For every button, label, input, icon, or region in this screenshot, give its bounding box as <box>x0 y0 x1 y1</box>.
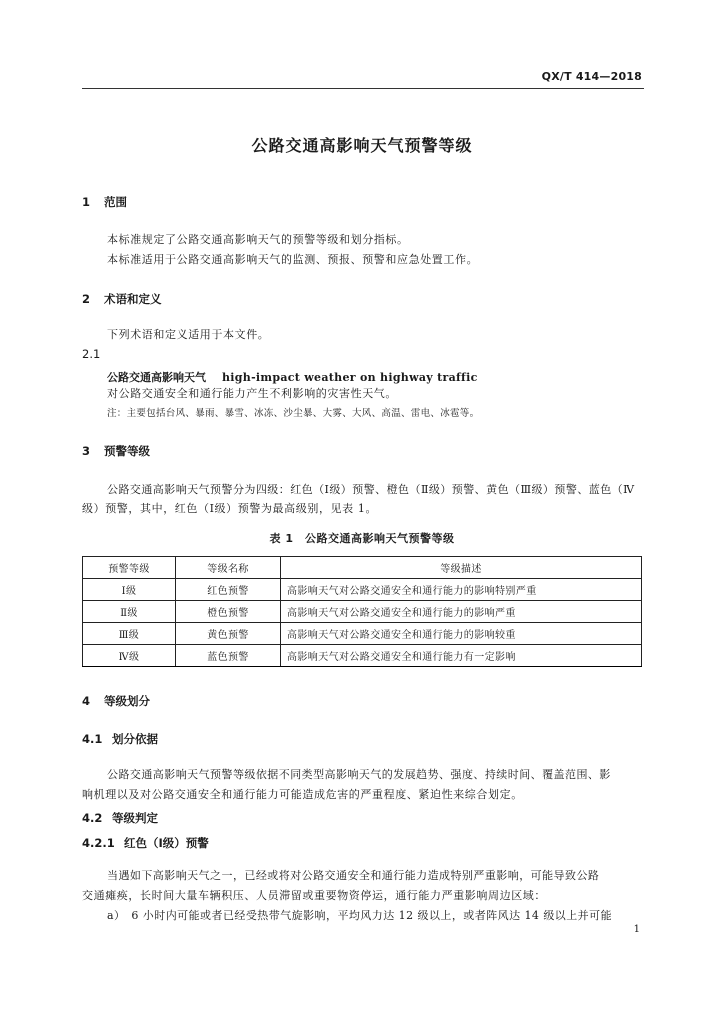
term-definition: 对公路交通安全和通行能力产生不利影响的灾害性天气。 <box>107 387 397 400</box>
section-number: 2 <box>82 292 91 306</box>
subsection-4-2-1-line-2: 交通瘫痪，长时间大量车辆积压、人员滞留或重要物资停运，通行能力严重影响周边区域： <box>82 889 546 902</box>
table-cell: 黄色预警 <box>176 623 281 645</box>
table-cell: 红色预警 <box>176 579 281 601</box>
header-rule <box>82 88 644 89</box>
warning-level-table <box>82 556 642 667</box>
standard-code: QX/T 414—2018 <box>541 70 642 83</box>
table-caption: 表 1 公路交通高影响天气预警等级 <box>269 532 455 545</box>
table-cell: 高影响天气对公路交通安全和通行能力的影响严重 <box>281 601 642 623</box>
table-row <box>83 623 642 645</box>
section-title: 术语和定义 <box>104 292 162 306</box>
term-number: 2.1 <box>82 347 101 361</box>
table-header-row <box>83 557 642 579</box>
column-header: 预警等级 <box>83 557 176 579</box>
section-3-heading <box>82 443 150 459</box>
table-cell: Ⅰ级 <box>83 579 176 601</box>
column-header: 等级描述 <box>281 557 642 579</box>
table-row <box>83 579 642 601</box>
table-cell: 橙色预警 <box>176 601 281 623</box>
section-1-heading <box>82 194 127 210</box>
subsection-4-1-heading <box>82 731 158 747</box>
table-row <box>83 601 642 623</box>
table-cell: 高影响天气对公路交通安全和通行能力的影响特别严重 <box>281 579 642 601</box>
term-entry <box>107 366 478 385</box>
subsection-title: 红色（Ⅰ级）预警 <box>124 836 209 850</box>
page-number: 1 <box>633 924 640 935</box>
subsection-4-2-1-heading <box>82 835 209 851</box>
section-title: 范围 <box>104 195 127 209</box>
subsection-title: 划分依据 <box>112 732 158 746</box>
section-number: 3 <box>82 444 91 458</box>
table-cell: 高影响天气对公路交通安全和通行能力的影响较重 <box>281 623 642 645</box>
section-1-para-1: 本标准规定了公路交通高影响天气的预警等级和划分指标。 <box>107 233 409 246</box>
subsection-number: 4.2 <box>82 811 103 825</box>
subsection-4-1-line-2: 响机理以及对公路交通安全和通行能力可能造成危害的严重程度、紧迫性来综合划定。 <box>82 788 523 801</box>
table-cell: 高影响天气对公路交通安全和通行能力有一定影响 <box>281 645 642 667</box>
subsection-4-2-1-line-1: 当遇如下高影响天气之一，已经或将对公路交通安全和通行能力造成特别严重影响，可能导致公路 <box>107 869 600 882</box>
subsection-title: 等级判定 <box>112 811 158 825</box>
section-2-heading <box>82 291 162 307</box>
table-cell: Ⅳ级 <box>83 645 176 667</box>
section-3-para-line-1: 公路交通高影响天气预警分为四级：红色（Ⅰ级）预警、橙色（Ⅱ级）预警、黄色（Ⅲ级）预警、蓝色（Ⅳ <box>107 483 635 496</box>
section-title: 等级划分 <box>104 694 150 708</box>
subsection-4-2-heading <box>82 810 158 826</box>
section-1-para-2: 本标准适用于公路交通高影响天气的监测、预报、预警和应急处置工作。 <box>107 253 479 266</box>
section-number: 4 <box>82 694 91 708</box>
section-3-para-line-2: 级）预警，其中，红色（Ⅰ级）预警为最高级别，见表 1。 <box>82 502 378 515</box>
table-row <box>83 645 642 667</box>
table-cell: 蓝色预警 <box>176 645 281 667</box>
term-chinese: 公路交通高影响天气 <box>107 371 206 384</box>
section-title: 预警等级 <box>104 444 150 458</box>
table-cell: Ⅲ级 <box>83 623 176 645</box>
table-cell: Ⅱ级 <box>83 601 176 623</box>
column-header: 等级名称 <box>176 557 281 579</box>
term-english: high-impact weather on highway traffic <box>222 371 478 384</box>
section-2-intro: 下列术语和定义适用于本文件。 <box>107 328 270 341</box>
subsection-number: 4.2.1 <box>82 836 115 850</box>
section-number: 1 <box>82 195 91 209</box>
term-note: 注：主要包括台风、暴雨、暴雪、冰冻、沙尘暴、大雾、大风、高温、雷电、冰雹等。 <box>107 408 480 419</box>
document-title: 公路交通高影响天气预警等级 <box>251 136 473 155</box>
list-item-a: a） 6 小时内可能或者已经受热带气旋影响，平均风力达 12 级以上，或者阵风达 14 级以上并可能 <box>107 909 613 922</box>
subsection-4-1-line-1: 公路交通高影响天气预警等级依据不同类型高影响天气的发展趋势、强度、持续时间、覆盖范围、影 <box>107 768 611 781</box>
section-4-heading <box>82 693 150 709</box>
subsection-number: 4.1 <box>82 732 103 746</box>
